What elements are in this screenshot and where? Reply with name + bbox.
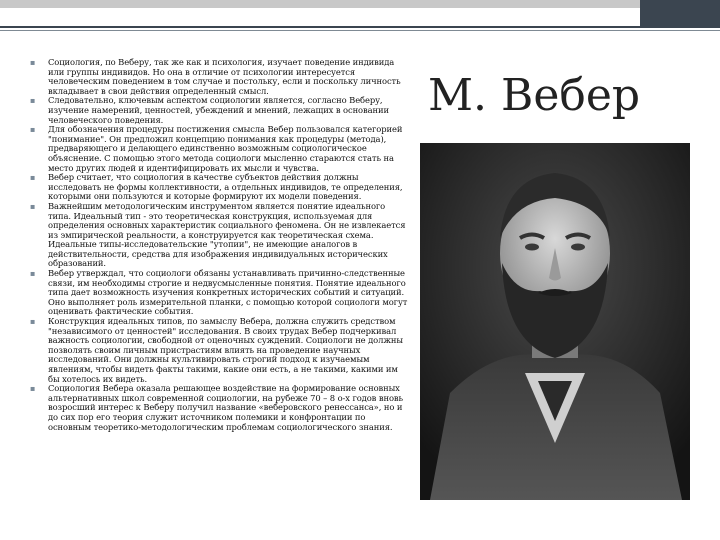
bullet-icon: ▪ [30,58,36,67]
list-item [30,58,410,96]
list-item-text: Социология Вебера оказала решающее воздействие на формирование основных альтернативных школ современной социологии, на рубеже 70 – 8 о-х годов вновь возросший интерес к Веберу получил название «веберовского ренессанса», но и до сих пор его теория служит источником полемики и конфронтации по основным теоретико-методологическим проблемам социологического знания. [48,383,403,432]
list-item-text: Важнейшим методологическим инструментом является понятие идеального типа. Идеальный тип - это теоретическая конструкция, используемая для определения основных характеристик социального феномена. Он не извлекается из эмпирической реальности, а конструируется как теоретическая схема. Идеальные типы-исследовательские "утопии", не имеющие аналогов в действительности, средства для изображения индивидуальных исторических образований. [48,200,406,269]
bullet-list [30,58,410,432]
list-item [30,173,410,202]
list-item-text: Вебер утверждал, что социологи обязаны устанавливать причинно-следственные связи, им необходимы строгие и недвусмысленные понятия. Понятие идеального типа дает возможность изучения конкретных исторических событий и ситуаций. Оно выполняет роль измерительной планки, с помощью которой социологи могут оценивать фактические события. [48,268,408,317]
list-item-text: Конструкция идеальных типов, по замыслу Вебера, должна служить средством "независимого от ценностей" исследования. В своих трудах Вебер подчеркивал важность социологии, свободной от оценочных суждений. Социологи не должны позволять своим личным пристрастиям влиять на проведение научных исследований. Они должны культивировать строгий подход к изучаемым явлениям, чтобы видеть факты такими, какие они есть, а не такими, какими им бы хотелось их видеть. [48,316,403,384]
bullet-list-area [30,58,410,528]
slide-title: М. Вебер [428,70,641,121]
portrait-photo [420,143,690,500]
list-item [30,202,410,269]
top-dark-block [640,0,720,26]
list-item [30,96,410,125]
bullet-icon: ▪ [30,317,36,327]
top-rule [0,26,720,28]
bullet-icon: ▪ [30,269,36,279]
top-rule-thin [0,30,720,31]
slide-top-decoration [0,0,720,40]
bullet-icon: ▪ [30,173,36,183]
list-item-text: Для обозначения процедуры постижения смысла Вебер пользовался категорией "понимание". Он предложил концепцию понимания как процедуры (метода), предваряющего и делающего единственно возможным социологическое объяснение. С помощью этого метода социологи мысленно стараются стать на место других людей и идентифицировать их мысли и чувства. [48,124,403,173]
bullet-icon: ▪ [30,96,36,106]
bullet-icon: ▪ [30,384,36,394]
list-item-text: Следовательно, ключевым аспектом социологии является, согласно Веберу, изучение намерений, ценностей, убеждений и мнений, лежащих в основании человеческого поведения. [48,95,389,125]
list-item [30,269,410,317]
list-item-text: Социология, по Веберу, так же как и психология, изучает поведение индивида или группы индивидов. Но она в отличие от психологии интересуется человеческим поведением в том случае и постольку, если и поскольку личность вкладывает в свои действия определенный смысл. [48,58,401,96]
bullet-icon: ▪ [30,201,36,211]
list-item-text: Вебер считает, что социология в качестве субъектов действия должны исследовать не формы коллективности, а отдельных индивидов, те определения, которыми они пользуются и которые формируют их модели поведения. [48,172,403,202]
list-item [30,384,410,432]
bullet-icon: ▪ [30,125,36,135]
top-gray-band [0,0,640,8]
list-item [30,125,410,173]
portrait-image [420,143,690,500]
list-item [30,317,410,384]
